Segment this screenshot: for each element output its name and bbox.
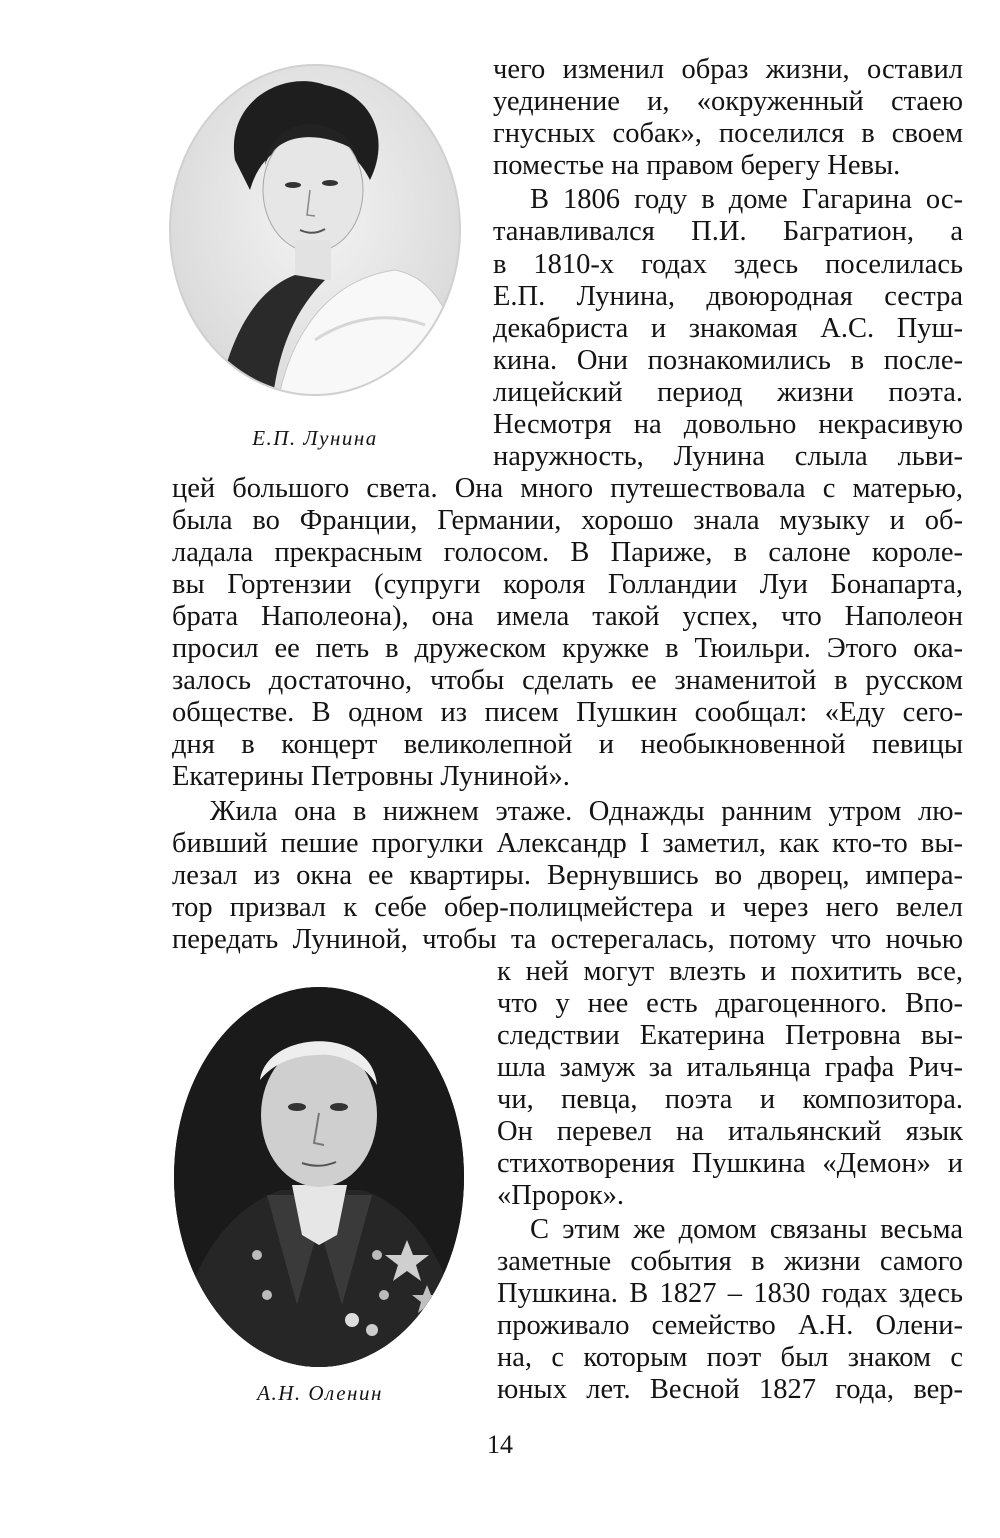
text-line: на, с которым поэт был знаком с xyxy=(497,1342,963,1373)
text-line: залось достаточно, чтобы сделать ее знаменитой в русском xyxy=(172,665,963,696)
text-line: передать Луниной, чтобы та остерегалась, потому что ночью xyxy=(172,924,963,955)
text-line: С этим же домом связаны весьма xyxy=(530,1214,963,1245)
text-line: кина. Они познакомились в после- xyxy=(493,345,963,376)
portrait-caption-olenin: А.Н. Оленин xyxy=(257,1381,383,1405)
text-line: Жила она в нижнем этаже. Однажды ранним утром лю- xyxy=(210,796,963,827)
text-line: дня в концерт великолепной и необыкновенной певицы xyxy=(172,729,963,760)
text-line: чи, певца, поэта и композитора. xyxy=(497,1084,963,1115)
text-line: Пушкина. В 1827 – 1830 годах здесь xyxy=(497,1278,963,1309)
text-line: Он перевел на итальянский язык xyxy=(497,1116,963,1147)
text-line: была во Франции, Германии, хорошо знала музыку и об- xyxy=(172,505,963,536)
text-line: к ней могут влезть и похитить все, xyxy=(497,956,963,987)
portrait-olenin xyxy=(172,985,467,1370)
text-line: Екатерины Петровны Луниной». xyxy=(172,761,570,792)
text-line: лезал из окна ее квартиры. Вернувшись во дворец, импера- xyxy=(172,860,963,891)
text-line: бивший пешие прогулки Александр I заметил, как кто-то вы- xyxy=(172,828,963,859)
text-line: уединение и, «окруженный стаею xyxy=(493,86,963,117)
text-line: вы Гортензии (супруги короля Голландии Луи Бонапарта, xyxy=(172,569,963,600)
text-line: ладала прекрасным голосом. В Париже, в салоне короле- xyxy=(172,537,963,568)
portrait-lunina xyxy=(165,40,465,420)
text-line: лицейский период жизни поэта. xyxy=(493,377,963,408)
text-line: танавливался П.И. Багратион, а xyxy=(493,216,963,247)
text-line: наружность, Лунина слыла льви- xyxy=(493,441,963,472)
text-line: брата Наполеона), она имела такой успех, что Наполеон xyxy=(172,601,963,632)
text-line: «Пророк». xyxy=(497,1180,625,1211)
text-line: следствии Екатерина Петровна вы- xyxy=(497,1020,963,1051)
text-line: просил ее петь в дружеском кружке в Тюильри. Этого ока- xyxy=(172,633,963,664)
portrait-caption-lunina: Е.П. Лунина xyxy=(252,426,378,450)
text-line: проживало семейство А.Н. Олени- xyxy=(497,1310,963,1341)
page-number: 14 xyxy=(487,1430,513,1459)
text-line: заметные события в жизни самого xyxy=(497,1246,963,1277)
text-line: Несмотря на довольно некрасивую xyxy=(493,409,963,440)
text-line: В 1806 году в доме Гагарина ос- xyxy=(530,184,963,215)
text-line: что у нее есть драгоценного. Впо- xyxy=(497,988,963,1019)
text-line: Е.П. Лунина, двоюродная сестра xyxy=(493,281,963,312)
text-line: поместье на правом берегу Невы. xyxy=(493,150,901,181)
text-line: юных лет. Весной 1827 года, вер- xyxy=(497,1374,963,1405)
text-line: стихотворения Пушкина «Демон» и xyxy=(497,1148,963,1179)
text-line: гнусных собак», поселился в своем xyxy=(493,118,963,149)
text-line: чего изменил образ жизни, оставил xyxy=(493,54,963,85)
text-line: цей большого света. Она много путешествовала с матерью, xyxy=(172,473,963,504)
text-line: декабриста и знакомая А.С. Пуш- xyxy=(493,313,963,344)
text-line: шла замуж за итальянца графа Рич- xyxy=(497,1052,963,1083)
text-line: тор призвал к себе обер-полицмейстера и через него велел xyxy=(172,892,963,923)
text-line: обществе. В одном из писем Пушкин сообщал: «Еду сего- xyxy=(172,697,963,728)
text-line: в 1810-х годах здесь поселилась xyxy=(493,249,963,280)
